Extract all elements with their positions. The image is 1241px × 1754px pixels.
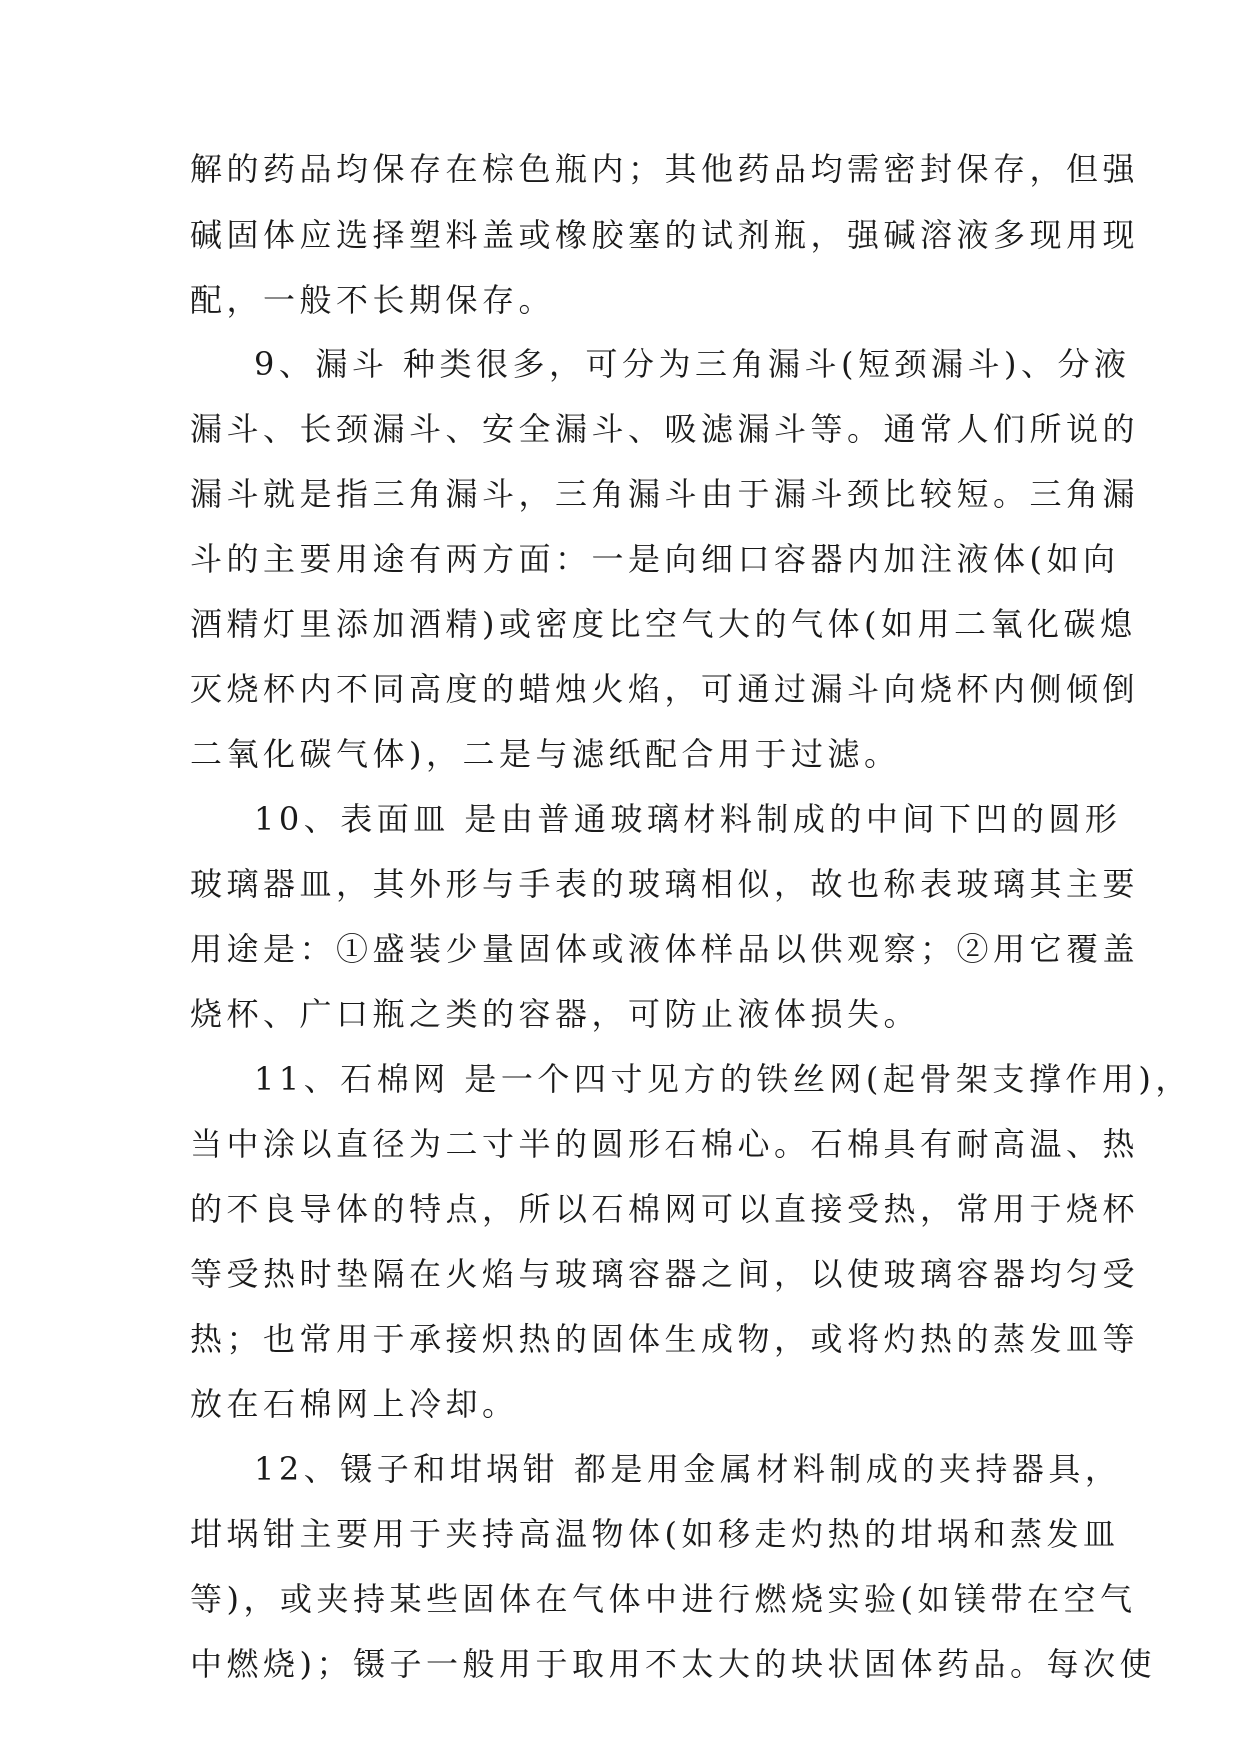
text-line: 用途是：①盛装少量固体或液体样品以供观察；②用它覆盖 <box>190 930 1140 968</box>
text-line: 玻璃器皿，其外形与手表的玻璃相似，故也称表玻璃其主要 <box>190 865 1140 903</box>
paragraph-11-start: 11、石棉网 是一个四寸见方的铁丝网(起骨架支撑作用)， <box>254 1060 1192 1098</box>
text-line: 漏斗、长颈漏斗、安全漏斗、吸滤漏斗等。通常人们所说的 <box>190 410 1140 448</box>
text-line: 配，一般不长期保存。 <box>190 281 556 319</box>
text-line: 解的药品均保存在棕色瓶内；其他药品均需密封保存，但强 <box>190 150 1140 188</box>
text-line: 热；也常用于承接炽热的固体生成物，或将灼热的蒸发皿等 <box>190 1320 1140 1358</box>
text-line: 斗的主要用途有两方面：一是向细口容器内加注液体(如向 <box>190 540 1120 578</box>
text-line: 碱固体应选择塑料盖或橡胶塞的试剂瓶，强碱溶液多现用现 <box>190 216 1140 254</box>
text-line: 等受热时垫隔在火焰与玻璃容器之间，以使玻璃容器均匀受 <box>190 1255 1140 1293</box>
text-line: 等)，或夹持某些固体在气体中进行燃烧实验(如镁带在空气 <box>190 1580 1137 1618</box>
paragraph-9-start: 9、漏斗 种类很多，可分为三角漏斗(短颈漏斗)、分液 <box>254 345 1131 383</box>
text-line: 漏斗就是指三角漏斗，三角漏斗由于漏斗颈比较短。三角漏 <box>190 475 1140 513</box>
text-line: 的不良导体的特点，所以石棉网可以直接受热，常用于烧杯 <box>190 1190 1140 1228</box>
paragraph-12-start: 12、镊子和坩埚钳 都是用金属材料制成的夹持器具， <box>254 1450 1122 1488</box>
text-line: 酒精灯里添加酒精)或密度比空气大的气体(如用二氧化碳熄 <box>190 605 1137 643</box>
text-line: 烧杯、广口瓶之类的容器，可防止液体损失。 <box>190 995 921 1033</box>
text-line: 二氧化碳气体)，二是与滤纸配合用于过滤。 <box>190 735 901 773</box>
text-line: 放在石棉网上冷却。 <box>190 1385 519 1423</box>
text-line: 坩埚钳主要用于夹持高温物体(如移走灼热的坩埚和蒸发皿 <box>190 1515 1120 1553</box>
text-line: 中燃烧)；镊子一般用于取用不太大的块状固体药品。每次使 <box>190 1645 1156 1683</box>
paragraph-10-start: 10、表面皿 是由普通玻璃材料制成的中间下凹的圆形 <box>254 800 1122 838</box>
text-line: 灭烧杯内不同高度的蜡烛火焰，可通过漏斗向烧杯内侧倾倒 <box>190 670 1140 708</box>
text-line: 当中涂以直径为二寸半的圆形石棉心。石棉具有耐高温、热 <box>190 1125 1140 1163</box>
